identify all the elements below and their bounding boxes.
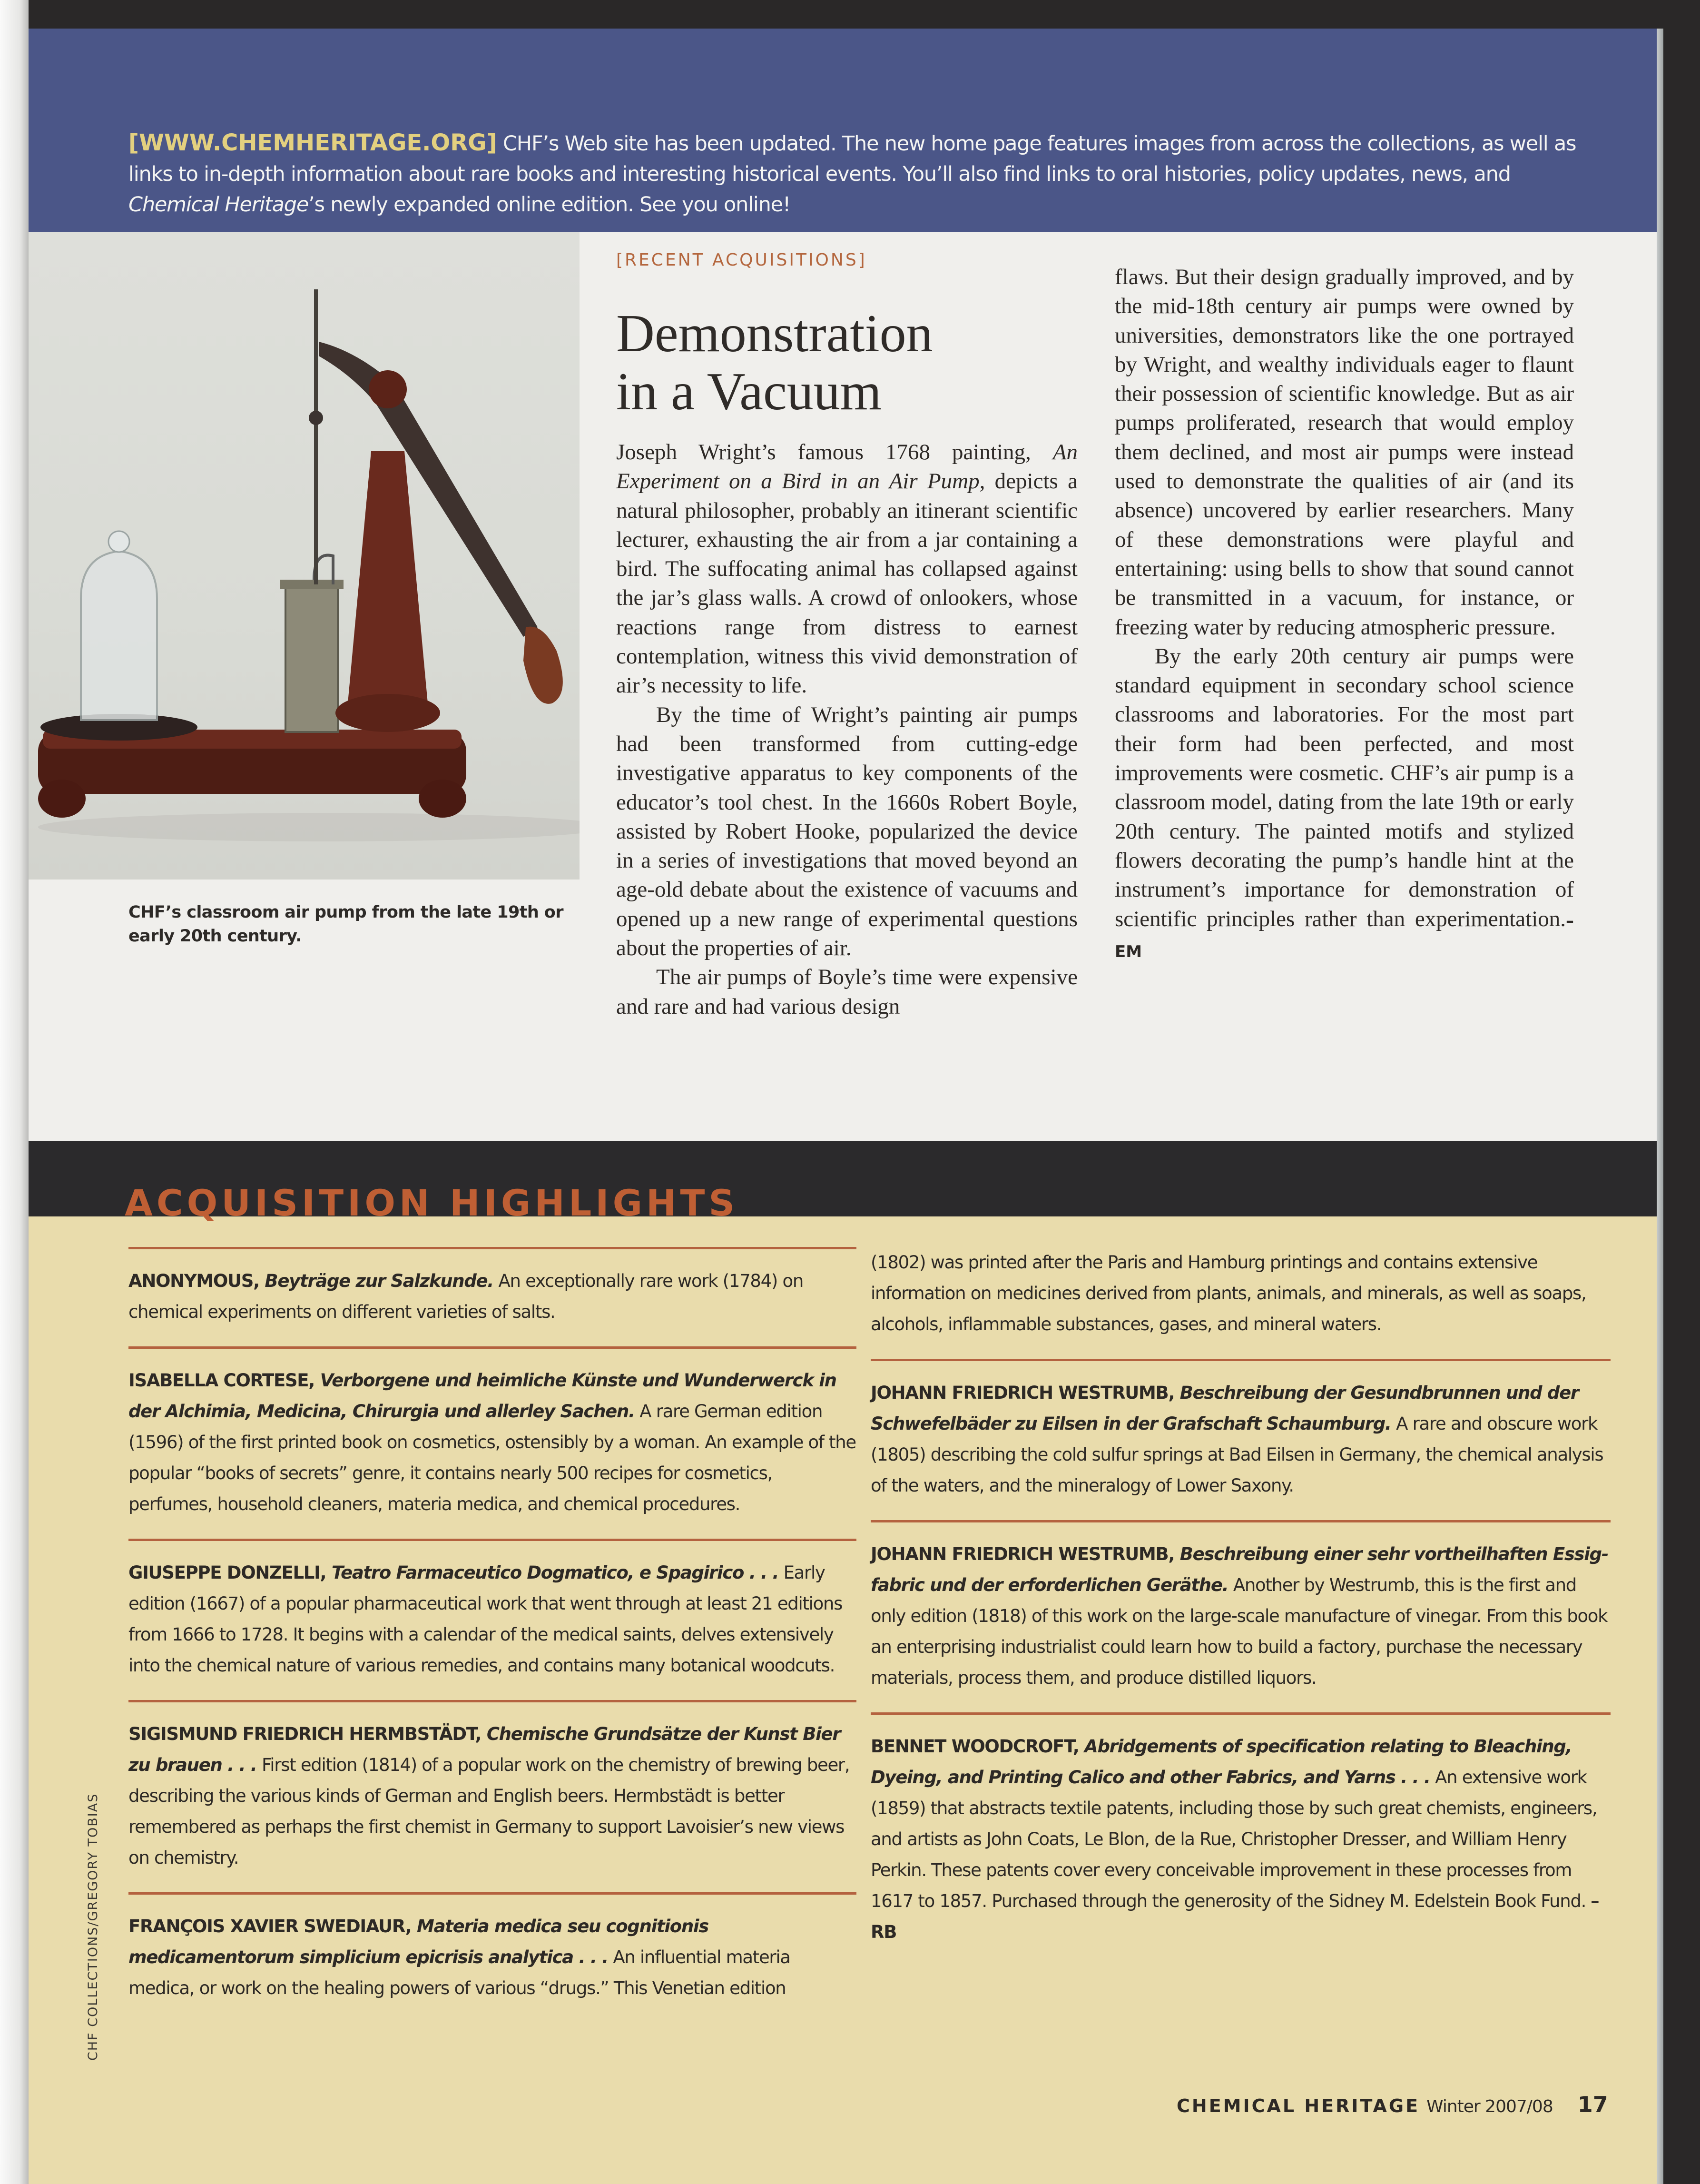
author-signature: –RB bbox=[871, 1891, 1599, 1942]
paragraph-text: By the early 20th century air pumps were standard equipment in secondary school science classrooms and laboratories. For the most part their form had been perfected, and most improvements were cosmetic. CHF’s air pump is a classroom model, dating from the late 19th or early 20th century. The painted motifs and stylized flowers decorating the pump’s handle hint at the instrument’s importance for demonstration of scientific principles rather than experimentation. bbox=[1115, 643, 1574, 931]
magazine-page bbox=[29, 29, 1663, 2184]
entry-divider bbox=[128, 1247, 856, 1249]
article-paragraph bbox=[1115, 642, 1574, 967]
paragraph-text: Joseph Wright’s famous 1768 painting, bbox=[616, 440, 1053, 464]
entry-description: A rare German edition (1596) of the first printed book on cosmetics, ostensibly by a woman. An example of the popular “books of secrets” genre, it contains nearly 500 recipes for cosmetics, perfumes, household cleaners, materia medica, and chemical procedures. bbox=[128, 1401, 856, 1514]
highlight-entry bbox=[871, 1712, 1611, 1947]
entry-description: An exceptionally rare work (1784) on chemical experiments on different varieties of salts. bbox=[128, 1271, 803, 1322]
article-paragraph: flaws. But their design gradually improved, and by the mid-18th century air pumps were owned by universities, demonstrators like the one portrayed by Wright, and wealthy individuals eager to flaunt their possession of scientific knowledge. But as air pumps proliferated, research that would employ them declined, and most air pumps were instead used to demonstrate the qualities of air (and its absence) uncovered by earlier researchers. Many of these demonstrations were playful and entertaining: using bells to show that sound cannot be transmitted in a vacuum, for instance, or freezing water by reducing atmospheric pressure. bbox=[1115, 265, 1574, 640]
entry-author: GIUSEPPE DONZELLI, bbox=[128, 1562, 326, 1583]
article-column-1 bbox=[616, 438, 1078, 1021]
photo-credit: CHF COLLECTIONS/GREGORY TOBIAS bbox=[86, 1793, 100, 2061]
article-column-2 bbox=[1115, 263, 1574, 967]
banner-text bbox=[128, 128, 1603, 220]
highlights-column-left bbox=[128, 1247, 856, 2023]
banner-magazine-title: Chemical Heritage bbox=[128, 193, 309, 217]
painting-title: An Experiment on a Bird in an Air Pump, bbox=[616, 440, 1078, 494]
paragraph-text: depicts a natural philosopher, probably an itinerant scientific lecturer, exhausting the air from a jar containing a bird. The suffocating animal has collapsed against the jar’s glass walls. A crowd of onlookers, whose reactions range from distress to earnest contemplation, witness this vivid demonstration of air’s necessity to life. bbox=[616, 469, 1078, 698]
entry-text bbox=[871, 1377, 1611, 1501]
entry-author: SIGISMUND FRIEDRICH HERMBSTÄDT, bbox=[128, 1724, 482, 1744]
entry-divider bbox=[128, 1700, 856, 1702]
highlight-entry bbox=[128, 1892, 856, 2004]
page-edge bbox=[1657, 29, 1663, 2184]
entry-description: An extensive work (1859) that abstracts textile patents, including those by such great chemists, engineers, and artists as John Coats, Le Blon, de la Rue, Christopher Dresser, and William Henry Perkin. These patents cover every conceivable improvement in these processes from 1617 to 1857. Purchased through the generosity of the Sidney M. Edelstein Book Fund. bbox=[871, 1767, 1597, 1911]
website-url-link[interactable]: [WWW.CHEMHERITAGE.ORG] bbox=[128, 129, 497, 156]
highlight-entry-continuation bbox=[871, 1247, 1611, 1340]
highlight-entry bbox=[871, 1359, 1611, 1501]
entry-description: A rare and obscure work (1805) describing the cold sulfur springs at Bad Eilsen in Germany, the chemical analysis of the waters, and the mineralogy of Lower Saxony. bbox=[871, 1413, 1603, 1496]
entry-divider bbox=[128, 1346, 856, 1349]
author-signature: –EM bbox=[1115, 911, 1574, 961]
section-kicker: [RECENT ACQUISITIONS] bbox=[616, 250, 867, 270]
entry-work-title: Chemische Grundsätze der Kunst Bier zu brauen . . . bbox=[128, 1724, 841, 1775]
highlight-entry bbox=[128, 1539, 856, 1681]
page-number: 17 bbox=[1577, 2092, 1608, 2117]
entry-text bbox=[128, 1911, 856, 2004]
entry-author: ANONYMOUS, bbox=[128, 1271, 259, 1291]
entry-work-title: Abridgements of specification relating to Bleaching, Dyeing, and Printing Calico and other Fabrics, and Yarns . . . bbox=[871, 1736, 1572, 1788]
entry-description: An influential materia medica, or work on the healing powers of various “drugs.” This Venetian edition bbox=[128, 1947, 790, 1998]
article-paragraph bbox=[616, 438, 1078, 701]
entry-description: Early edition (1667) of a popular pharmaceutical work that went through at least 21 editions from 1666 to 1728. It begins with a calendar of the medical saints, delves extensively into the chemical nature of various remedies, and contains many botanical woodcuts. bbox=[128, 1562, 843, 1676]
entry-text bbox=[128, 1557, 856, 1681]
entry-divider bbox=[128, 1892, 856, 1895]
entry-description: (1802) was printed after the Paris and Hamburg printings and contains extensive information on medicines derived from plants, animals, and minerals, as well as soaps, alcohols, inflammable substances, gases, and mineral waters. bbox=[871, 1252, 1586, 1334]
banner-text-part: CHF’s Web site has been updated. The new home page features images from across the collections, as well as links to in-depth information about rare books and interesting historical events. You’ll also find links to oral histories, policy updates, news, and bbox=[128, 132, 1576, 186]
magazine-spine bbox=[0, 0, 29, 2184]
highlights-column-right bbox=[871, 1247, 1611, 1967]
entry-work-title: Verborgene und heimliche Künste und Wunderwerck in der Alchimia, Medicina, Chirurgia und allerley Sachen. bbox=[128, 1370, 836, 1422]
photo-caption: CHF’s classroom air pump from the late 19th or early 20th century. bbox=[128, 903, 563, 946]
magazine-name: CHEMICAL HERITAGE bbox=[1177, 2095, 1420, 2116]
entry-text bbox=[128, 1719, 856, 1873]
entry-text bbox=[871, 1539, 1611, 1693]
page-footer bbox=[1177, 2092, 1608, 2117]
entry-divider bbox=[128, 1539, 856, 1541]
banner-text-part: ’s newly expanded online edition. See you online! bbox=[308, 193, 790, 217]
highlight-entry bbox=[128, 1700, 856, 1873]
highlight-entry bbox=[871, 1520, 1611, 1693]
entry-description: Another by Westrumb, this is the first and only edition (1818) of this work on the large-scale manufacture of vinegar. From this book an enterprising industrialist could learn how to build a factory, purchase the necessary materials, process them, and produce distilled liquors. bbox=[871, 1575, 1608, 1688]
article-headline bbox=[616, 305, 1092, 421]
entry-author: JOHANN FRIEDRICH WESTRUMB, bbox=[871, 1544, 1175, 1564]
entry-divider bbox=[871, 1712, 1611, 1715]
entry-work-title: Beschreibung der Gesundbrunnen und der Schwefelbäder zu Eilsen in der Grafschaft Schaumburg. bbox=[871, 1383, 1579, 1434]
highlight-entry bbox=[128, 1346, 856, 1520]
entry-author: BENNET WOODCROFT, bbox=[871, 1736, 1079, 1757]
entry-description: First edition (1814) of a popular work on the chemistry of brewing beer, describing the various kinds of German and English beers. Hermbstädt is better remembered as perhaps the first chemist in Germany to support Lavoisier’s new views on chemistry. bbox=[128, 1755, 850, 1868]
entry-work-title: Teatro Farmaceutico Dogmatico, e Spagirico . . . bbox=[326, 1562, 779, 1583]
entry-author: ISABELLA CORTESE, bbox=[128, 1370, 315, 1391]
air-pump-photo bbox=[29, 232, 580, 880]
entry-text bbox=[128, 1365, 856, 1520]
issue-date: Winter 2007/08 bbox=[1426, 2097, 1553, 2116]
entry-text bbox=[871, 1731, 1611, 1947]
entry-work-title: Materia medica seu cognitionis medicamentorum simplicium epicrisis analytica . . . bbox=[128, 1916, 709, 1967]
article-paragraph: By the time of Wright’s painting air pumps had been transformed from cutting-edge investigative apparatus to key components of the educator’s tool chest. In the 1660s Robert Boyle, assisted by Robert Hooke, popularized the device in a series of investigations that moved beyond an age-old debate about the existence of vacuums and opened up a new range of experimental questions about the properties of air. bbox=[616, 702, 1078, 961]
air-pump-illustration bbox=[29, 232, 580, 880]
entry-author: JOHANN FRIEDRICH WESTRUMB, bbox=[871, 1383, 1175, 1403]
headline-line: Demonstration bbox=[616, 304, 933, 363]
entry-author: FRANÇOIS XAVIER SWEDIAUR, bbox=[128, 1916, 412, 1937]
entry-text bbox=[128, 1265, 856, 1327]
entry-divider bbox=[871, 1359, 1611, 1361]
website-banner bbox=[29, 29, 1657, 232]
highlight-entry bbox=[128, 1247, 856, 1327]
article-paragraph: The air pumps of Boyle’s time were expensive and rare and had various design bbox=[616, 965, 1078, 1019]
highlights-title: ACQUISITION HIGHLIGHTS bbox=[125, 1182, 739, 1224]
entry-work-title: Beyträge zur Salzkunde. bbox=[259, 1271, 494, 1291]
headline-line: in a Vacuum bbox=[616, 362, 882, 421]
entry-work-title: Beschreibung einer sehr vortheilhaften Essig-fabric und der erforderlichen Geräthe. bbox=[871, 1544, 1608, 1595]
entry-divider bbox=[871, 1520, 1611, 1522]
